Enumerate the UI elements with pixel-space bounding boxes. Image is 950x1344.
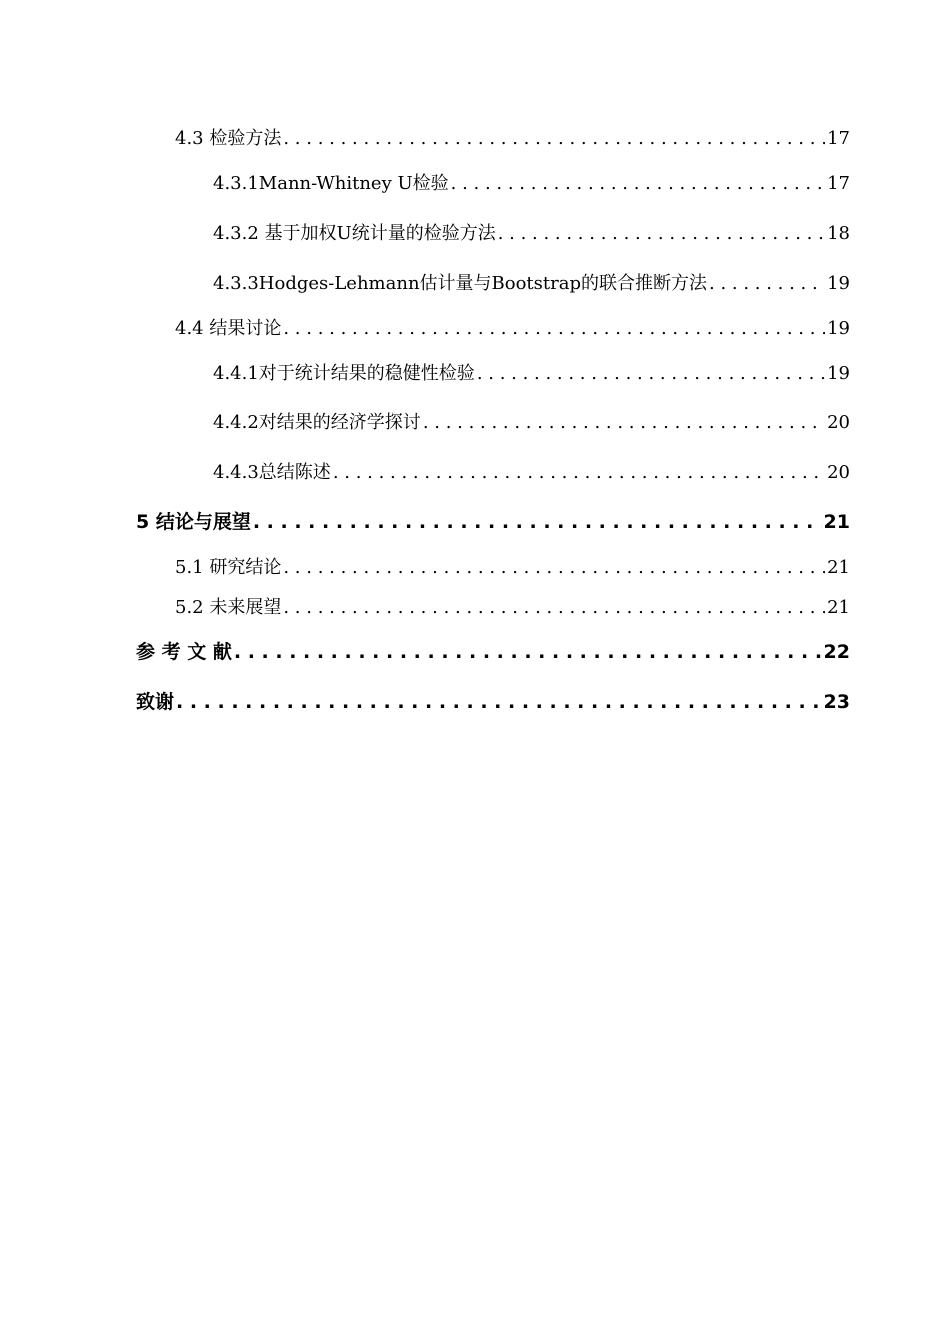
toc-dot-leader [333, 462, 825, 483]
toc-page-number: 17 [827, 173, 850, 194]
toc-entry-4-4-2[interactable] [0, 408, 850, 434]
toc-entry-title: 5 结论与展望 [136, 511, 251, 533]
toc-dot-leader [423, 412, 825, 433]
toc-page-number: 20 [827, 462, 850, 483]
toc-page-number: 19 [827, 318, 850, 339]
toc-entry-title: 4.4.1对于统计结果的稳健性检验 [213, 363, 475, 384]
toc-entry-title: 4.3.3Hodges-Lehmann估计量与Bootstrap的联合推断方法 [213, 273, 707, 294]
toc-page-number: 23 [823, 691, 850, 713]
toc-dot-leader [283, 318, 825, 339]
toc-page-number: 21 [827, 597, 850, 618]
toc-dot-leader [283, 128, 825, 149]
toc-entry-5-2[interactable] [0, 593, 850, 619]
toc-entry-4-4-1[interactable] [0, 359, 850, 385]
toc-page-number: 21 [827, 557, 850, 578]
toc-entry-title: 参 考 文 献 [136, 641, 232, 663]
toc-page-number: 20 [827, 412, 850, 433]
toc-dot-leader [283, 597, 825, 618]
toc-entry-title: 致谢 [136, 691, 175, 713]
toc-entry-4-3-2[interactable] [0, 219, 850, 245]
toc-page-number: 21 [823, 511, 850, 533]
toc-entry-title: 4.4.2对结果的经济学探讨 [213, 412, 421, 433]
toc-dot-leader [176, 691, 822, 713]
toc-entry-title: 4.4 结果讨论 [175, 318, 282, 339]
toc-dot-leader [451, 173, 825, 194]
toc-entry-4-3-1[interactable] [0, 169, 850, 195]
toc-entry-4-3[interactable] [0, 124, 850, 150]
toc-entry-4-4-3[interactable] [0, 458, 850, 484]
toc-dot-leader [283, 557, 825, 578]
toc-dot-leader [234, 641, 822, 663]
toc-dot-leader [498, 223, 825, 244]
toc-entry-5-1[interactable] [0, 553, 850, 579]
toc-page-number: 22 [823, 641, 850, 663]
toc-page-number: 18 [827, 223, 850, 244]
toc-entry-title: 5.1 研究结论 [175, 557, 282, 578]
toc-dot-leader [477, 363, 825, 384]
toc-dot-leader [253, 511, 822, 533]
toc-entry-acknowledgements[interactable] [0, 687, 850, 714]
toc-page-number: 17 [827, 128, 850, 149]
toc-page-number: 19 [827, 273, 850, 294]
toc-entry-title: 4.3 检验方法 [175, 128, 282, 149]
toc-entry-4-4[interactable] [0, 314, 850, 340]
toc-entry-4-3-3[interactable] [0, 269, 850, 295]
toc-entry-references[interactable] [0, 637, 850, 664]
toc-entry-title: 4.4.3总结陈述 [213, 462, 331, 483]
toc-entry-title: 4.3.1Mann-Whitney U检验 [213, 173, 449, 194]
toc-entry-title: 5.2 未来展望 [175, 597, 282, 618]
toc-entry-chapter-5[interactable] [0, 507, 850, 534]
toc-page-number: 19 [827, 363, 850, 384]
toc-dot-leader [709, 273, 825, 294]
toc-entry-title: 4.3.2 基于加权U统计量的检验方法 [213, 223, 496, 244]
